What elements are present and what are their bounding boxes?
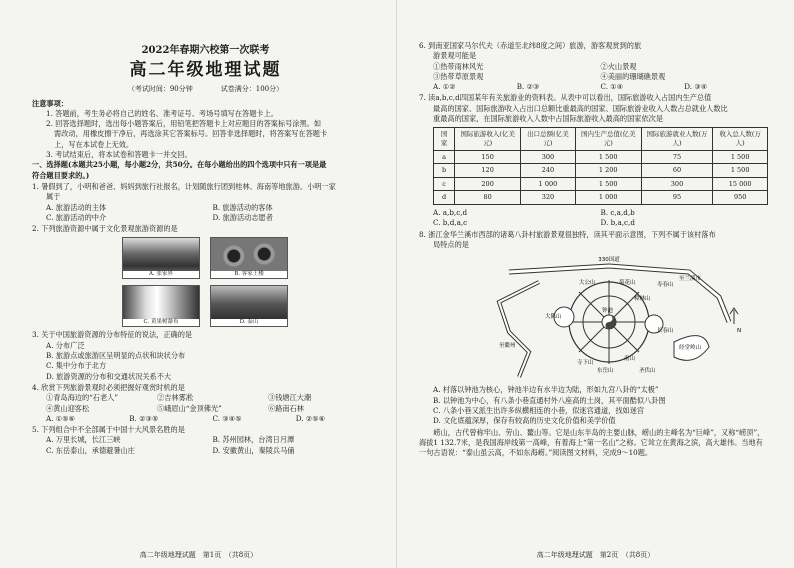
item: ②吉林雾凇: [157, 393, 193, 403]
table-cell: 80: [455, 191, 521, 205]
option: A. 万里长城，长江三峡: [46, 435, 121, 445]
table-cell: 1 500: [575, 177, 641, 191]
section-title: 一、选择题(本题共25小题，每小题2分，共50分。在每小题给出的四个选项中只有一项是最: [32, 160, 327, 170]
exam-header: 2022年春期六校第一次联考: [141, 45, 270, 56]
table-header: 国际旅游就业人数(万人): [641, 128, 713, 150]
question-7: 7. 读a,b,c,d四国某年有关旅游业的资料表。从表中可以看出，国际旅游收入占国内生产总值: [419, 93, 712, 103]
table-header: 国际旅游收入(亿美元): [455, 128, 521, 150]
question-6: 6. 到南亚国家马尔代夫（赤道至北纬8度之间）旅游，游客观赏到的旅: [419, 41, 642, 50]
option: C. 旅游活动的中介: [46, 212, 107, 222]
table-row: [434, 164, 768, 178]
question-6-options: [419, 82, 768, 92]
option: D. 旅游资源的分布和交通状况关系不大: [46, 371, 172, 381]
table-cell: 1 200: [575, 164, 641, 178]
option: D. 安徽黄山，秦陵兵马俑: [212, 445, 295, 455]
notice-3: 3. 考试结束后，将本试卷和答题卡一并交回。: [46, 150, 192, 160]
exam-score: 试卷满分：100分）: [220, 85, 284, 94]
option: A. 旅游活动的主体: [46, 202, 107, 212]
table-cell: 1 500: [575, 150, 641, 164]
table-cell: c: [434, 177, 455, 191]
notice-1: 1. 答题前，考生务必将自己的姓名、准考证号、考场号填写在答题卡上。: [46, 108, 278, 118]
item: ④美丽的珊瑚礁景观: [600, 71, 666, 81]
road-330-inner: [509, 266, 729, 322]
option: C. ①④: [600, 82, 624, 92]
table-row: [434, 191, 768, 205]
notice-title: 注意事项：: [32, 98, 68, 108]
table-header: 收入总人数(万人): [713, 128, 768, 150]
map-label: 至衢州: [499, 343, 516, 350]
notice-2: 2. 回答选择题时，选出每小题答案后，用铅笔把答题卡上对应题目的答案标号涂黑。如: [46, 119, 322, 129]
page-footer: 高二年级地理试题 第1页 （共8页）: [139, 550, 258, 559]
table-row: [434, 177, 768, 191]
notice-2b: 需改动，用橡皮擦干净后，再选涂其它答案标号。回答非选择题时，将答案写在答题卡: [54, 129, 328, 139]
option: B. 苏州园林，台湾日月潭: [212, 435, 295, 445]
table-cell: b: [434, 164, 455, 178]
village-map: [479, 252, 759, 382]
table-header: 出口总额(亿美元): [521, 128, 576, 150]
map-label: 菊花山: [619, 280, 636, 287]
table-cell: 200: [455, 177, 521, 191]
question-2: 2. 下列旅游资源中属于文化景观旅游资源的是: [32, 224, 178, 234]
exam-meta: [32, 84, 379, 94]
question-4-items: [32, 393, 379, 414]
option: D. 旅游活动志愿者: [212, 212, 273, 222]
map-label: 寿春山: [657, 282, 674, 289]
right-page: [397, 0, 794, 568]
north-label: N: [737, 328, 742, 335]
question-8: 8. 浙江金华兰溪市西部的诸葛八卦村旅游景观很独特，读其平面示意图，下列不属于该村落布: [419, 229, 716, 239]
map-label: 大陈山: [545, 314, 562, 321]
tourism-table: [433, 127, 768, 205]
map-label: 经堂岭山: [679, 345, 702, 352]
item: ①热带雨林风光: [433, 61, 484, 71]
table-cell: 1 000: [575, 191, 641, 205]
option: C. 八条小巷又派生出许多纵横相连的小巷，似迷宫通道，找如迷宫: [433, 406, 645, 416]
road-west: [499, 282, 539, 377]
option: B. 旅游活动的客体: [212, 202, 273, 212]
option: B. ②③⑤: [129, 413, 159, 423]
question-4-options: [32, 414, 379, 424]
table-cell: 120: [455, 164, 521, 178]
option: C. 东岳泰山，承德避暑山庄: [46, 445, 135, 455]
question-1-options: [32, 203, 379, 224]
option: D. ②⑤⑥: [295, 413, 326, 423]
question-7-cont: 最高的国家、国际旅游收入占出口总额比重最高的国家、国际旅游业收入人数占总就业人数比: [433, 103, 728, 113]
item: ①青岛海边的“石老人”: [46, 393, 119, 403]
item: ⑤峨眉山“金顶佛光”: [157, 403, 222, 413]
table-cell: 1 500: [713, 164, 768, 178]
reading-passage: 崂山，古代曾称牢山、劳山、鳌山等。它是山东半岛的主要山脉，崂山的主峰名为“巨峰”，又称“崂顶”，海拔1 132.7米，是我国海岸线第一高峰，有着海上“第一名山”之称。它耸立在黄海之滨，高大雄伟。当地有一句古语说：“泰山虽云高，不如东海崂。”阅读图文材料，完成9～10题。: [419, 427, 765, 458]
table-cell: a: [434, 150, 455, 164]
item: ⑥路南石林: [268, 403, 304, 413]
photo-taishan: D. 泰山: [210, 285, 288, 327]
table-cell: 75: [641, 150, 713, 164]
question-4: 4. 欣赏下列旅游景观时必须把握好观赏时机的是: [32, 382, 185, 392]
question-5-options: [32, 435, 379, 456]
road-330: [509, 266, 729, 322]
option: A. ①⑤⑥: [46, 413, 76, 423]
table-cell: 15 000: [713, 177, 768, 191]
map-label: 樟林山: [634, 296, 651, 303]
table-cell: 300: [641, 177, 713, 191]
option: A. 村落以钟池为核心，钟池半边有水半边为陆，形如九宫八卦的“太极”: [433, 385, 659, 395]
table-cell: 950: [713, 191, 768, 205]
question-6-items: [419, 62, 768, 83]
question-1: 1. 暑假到了，小明和爸爸、妈妈到旅行社报名，计划随旅行团到桂林、海南等地旅游。小明一家: [32, 181, 336, 191]
question-3: 3. 关于中国旅游资源的分布特征的说法，正确的是: [32, 330, 193, 340]
table-row: [434, 150, 768, 164]
exam-time: （考试时间：90分钟: [127, 85, 193, 94]
table-cell: d: [434, 191, 455, 205]
table-cell: 95: [641, 191, 713, 205]
map-label: 长春山: [657, 328, 674, 335]
table-cell: 240: [521, 164, 576, 178]
table-cell: 150: [455, 150, 521, 164]
option: C. 集中分布于北方: [46, 361, 107, 371]
photo-hakka-tulou: B. 客家土楼: [210, 237, 288, 279]
item: ④黄山迎客松: [46, 403, 90, 413]
question-7-cont2: 重最高的国家，在国际旅游收入人数中占国际旅游收入最高的国家依次是: [433, 114, 664, 124]
option: B. ②③: [516, 82, 540, 92]
table-header-row: [434, 128, 768, 150]
road-west-inner: [499, 282, 539, 377]
photo-zhangjiajie: A. 张家界: [122, 237, 200, 279]
table-cell: 320: [521, 191, 576, 205]
table-cell: 60: [641, 164, 713, 178]
map-label: 至兰溪市: [679, 276, 702, 283]
table-cell: 1 500: [713, 150, 768, 164]
option: B. 以钟池为中心，有八条小巷直通村外八座高的土岗，其平面酷似八卦图: [433, 395, 666, 405]
map-label: 东岳山: [597, 368, 614, 375]
item: ③钱塘江大潮: [268, 393, 312, 403]
question-6-cont: 游景观可能是: [433, 51, 477, 61]
option: B. c,a,d,b: [600, 207, 635, 217]
page-footer: 高二年级地理试题 第2页 （共8页）: [536, 550, 655, 559]
table-header: 国内生产总值(亿美元): [575, 128, 641, 150]
table-cell: 300: [521, 150, 576, 164]
photo-huangguoshu: C. 黄果树瀑布: [122, 285, 200, 327]
question-5: 5. 下列组合中不全部属于中国十大风景名胜的是: [32, 425, 185, 435]
question-2-photos: [32, 237, 379, 327]
table-cell: 1 000: [521, 177, 576, 191]
section-title-2: 符合题目要求的。): [32, 170, 90, 180]
option: C. b,d,a,c: [433, 218, 468, 228]
map-label: 330国道: [598, 257, 620, 264]
option: D. b,a,c,d: [600, 218, 635, 228]
north-arrow-icon: [730, 308, 738, 324]
item: ③热带草原景观: [433, 71, 484, 81]
option: A. 分布广泛: [46, 340, 85, 350]
option: B. 旅游点或旅游区呈明显的点状和块状分布: [46, 351, 186, 361]
option: A. a,b,c,d: [433, 207, 468, 217]
question-1-cont: 属于: [46, 192, 61, 202]
item: ②火山景观: [600, 61, 637, 71]
question-7-options: [419, 208, 768, 229]
option: D. ③④: [684, 82, 708, 92]
map-label: 圣伏山: [639, 368, 656, 375]
exam-title: 高二年级地理试题: [129, 60, 282, 81]
map-label: 南山: [624, 356, 636, 363]
question-8-cont: 局特点的是: [433, 239, 469, 249]
option: C. ③④⑤: [212, 413, 242, 423]
map-label: 寺下山: [577, 360, 594, 367]
option: D. 文化底蕴深厚，保存有较高的历史文化价值和美学价值: [433, 416, 616, 426]
notice-2c: 上，写在本试卷上无效。: [54, 139, 134, 149]
option: A. ①②: [433, 82, 456, 92]
table-header: 国家: [434, 128, 455, 150]
map-label: 大公山: [579, 280, 596, 287]
map-label: 钟池: [602, 308, 614, 315]
